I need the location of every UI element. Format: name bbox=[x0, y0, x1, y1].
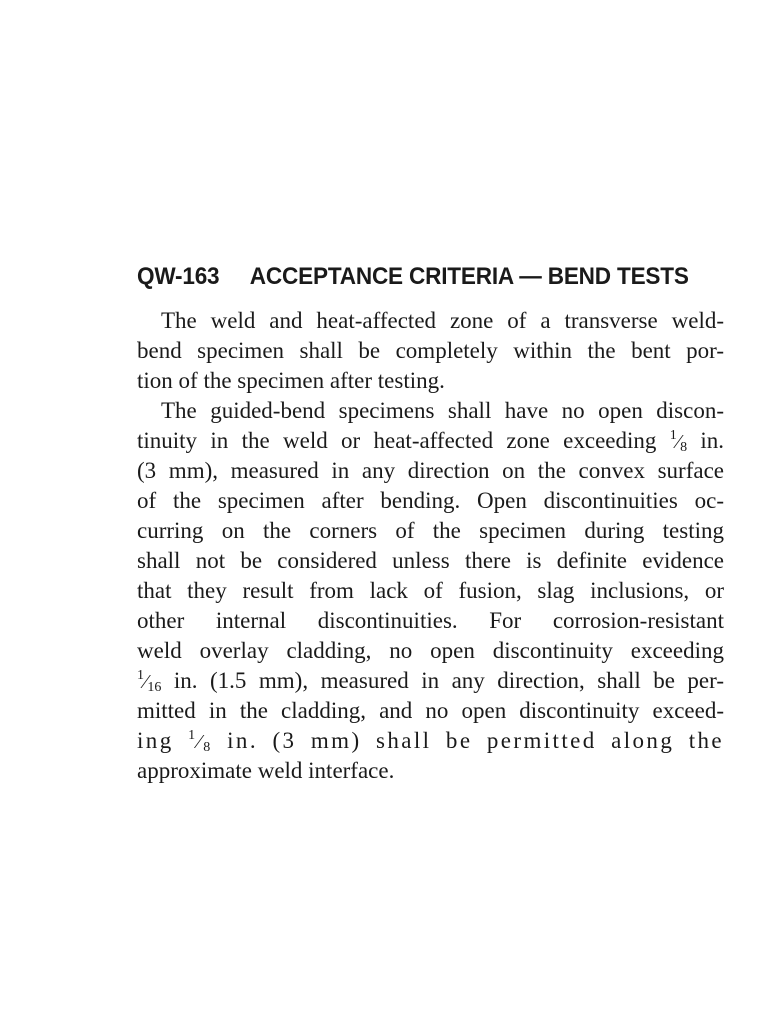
fraction-one-eighth: $^1⁄_8$ bbox=[669, 428, 688, 455]
line-text: in. (1.5 mm), measured in any direction, shall be per- bbox=[173, 668, 724, 693]
fraction-denominator: 16 bbox=[147, 680, 162, 695]
fraction-numerator: 1 bbox=[669, 428, 677, 443]
paragraph-line: The guided-bend specimens shall have no open discon- bbox=[161, 398, 724, 423]
fraction-one-sixteenth: $^1⁄_{16}$ bbox=[137, 668, 162, 695]
paragraph-line: tion of the specimen after testing. bbox=[137, 368, 445, 393]
paragraph-line bbox=[137, 666, 724, 696]
paragraph-line: of the specimen after bending. Open discontinuities oc- bbox=[137, 488, 724, 513]
line-text: tinuity in the weld or heat-affected zone exceeding bbox=[137, 428, 657, 453]
paragraph-line: bend specimen shall be completely within the bent por- bbox=[137, 338, 724, 363]
section-heading bbox=[137, 258, 689, 296]
paragraph-1 bbox=[137, 306, 724, 396]
paragraph-line: approximate weld interface. bbox=[137, 758, 395, 783]
paragraph-line: that they result from lack of fusion, slag inclusions, or bbox=[137, 578, 724, 603]
paragraph-line: shall not be considered unless there is definite evidence bbox=[137, 548, 724, 573]
paragraph-line: other internal discontinuities. For corrosion-resistant bbox=[137, 608, 724, 633]
paragraph-line bbox=[137, 426, 724, 456]
fraction-denominator: 8 bbox=[203, 740, 213, 755]
fraction-numerator: 1 bbox=[137, 668, 144, 683]
fraction-denominator: 8 bbox=[680, 440, 688, 455]
fraction-one-eighth: $^1⁄_8$ bbox=[188, 728, 213, 755]
paragraph-line: (3 mm), measured in any direction on the convex surface bbox=[137, 458, 724, 483]
line-text: in. bbox=[700, 428, 725, 453]
section-number: QW-163 bbox=[137, 263, 220, 290]
paragraph-line: The weld and heat-affected zone of a transverse weld- bbox=[161, 308, 724, 333]
paragraph-line: curring on the corners of the specimen during testing bbox=[137, 518, 724, 543]
line-text: ing bbox=[137, 728, 174, 753]
paragraph-2 bbox=[137, 396, 724, 786]
paragraph-line: mitted in the cladding, and no open discontinuity exceed- bbox=[137, 698, 724, 723]
document-page bbox=[137, 258, 724, 786]
fraction-numerator: 1 bbox=[188, 728, 198, 743]
paragraph-line bbox=[137, 726, 724, 756]
paragraph-line: weld overlay cladding, no open discontinuity exceeding bbox=[137, 638, 724, 663]
line-text: in. (3 mm) shall be permitted along the bbox=[227, 728, 724, 753]
section-title: ACCEPTANCE CRITERIA — BEND TESTS bbox=[249, 263, 689, 290]
